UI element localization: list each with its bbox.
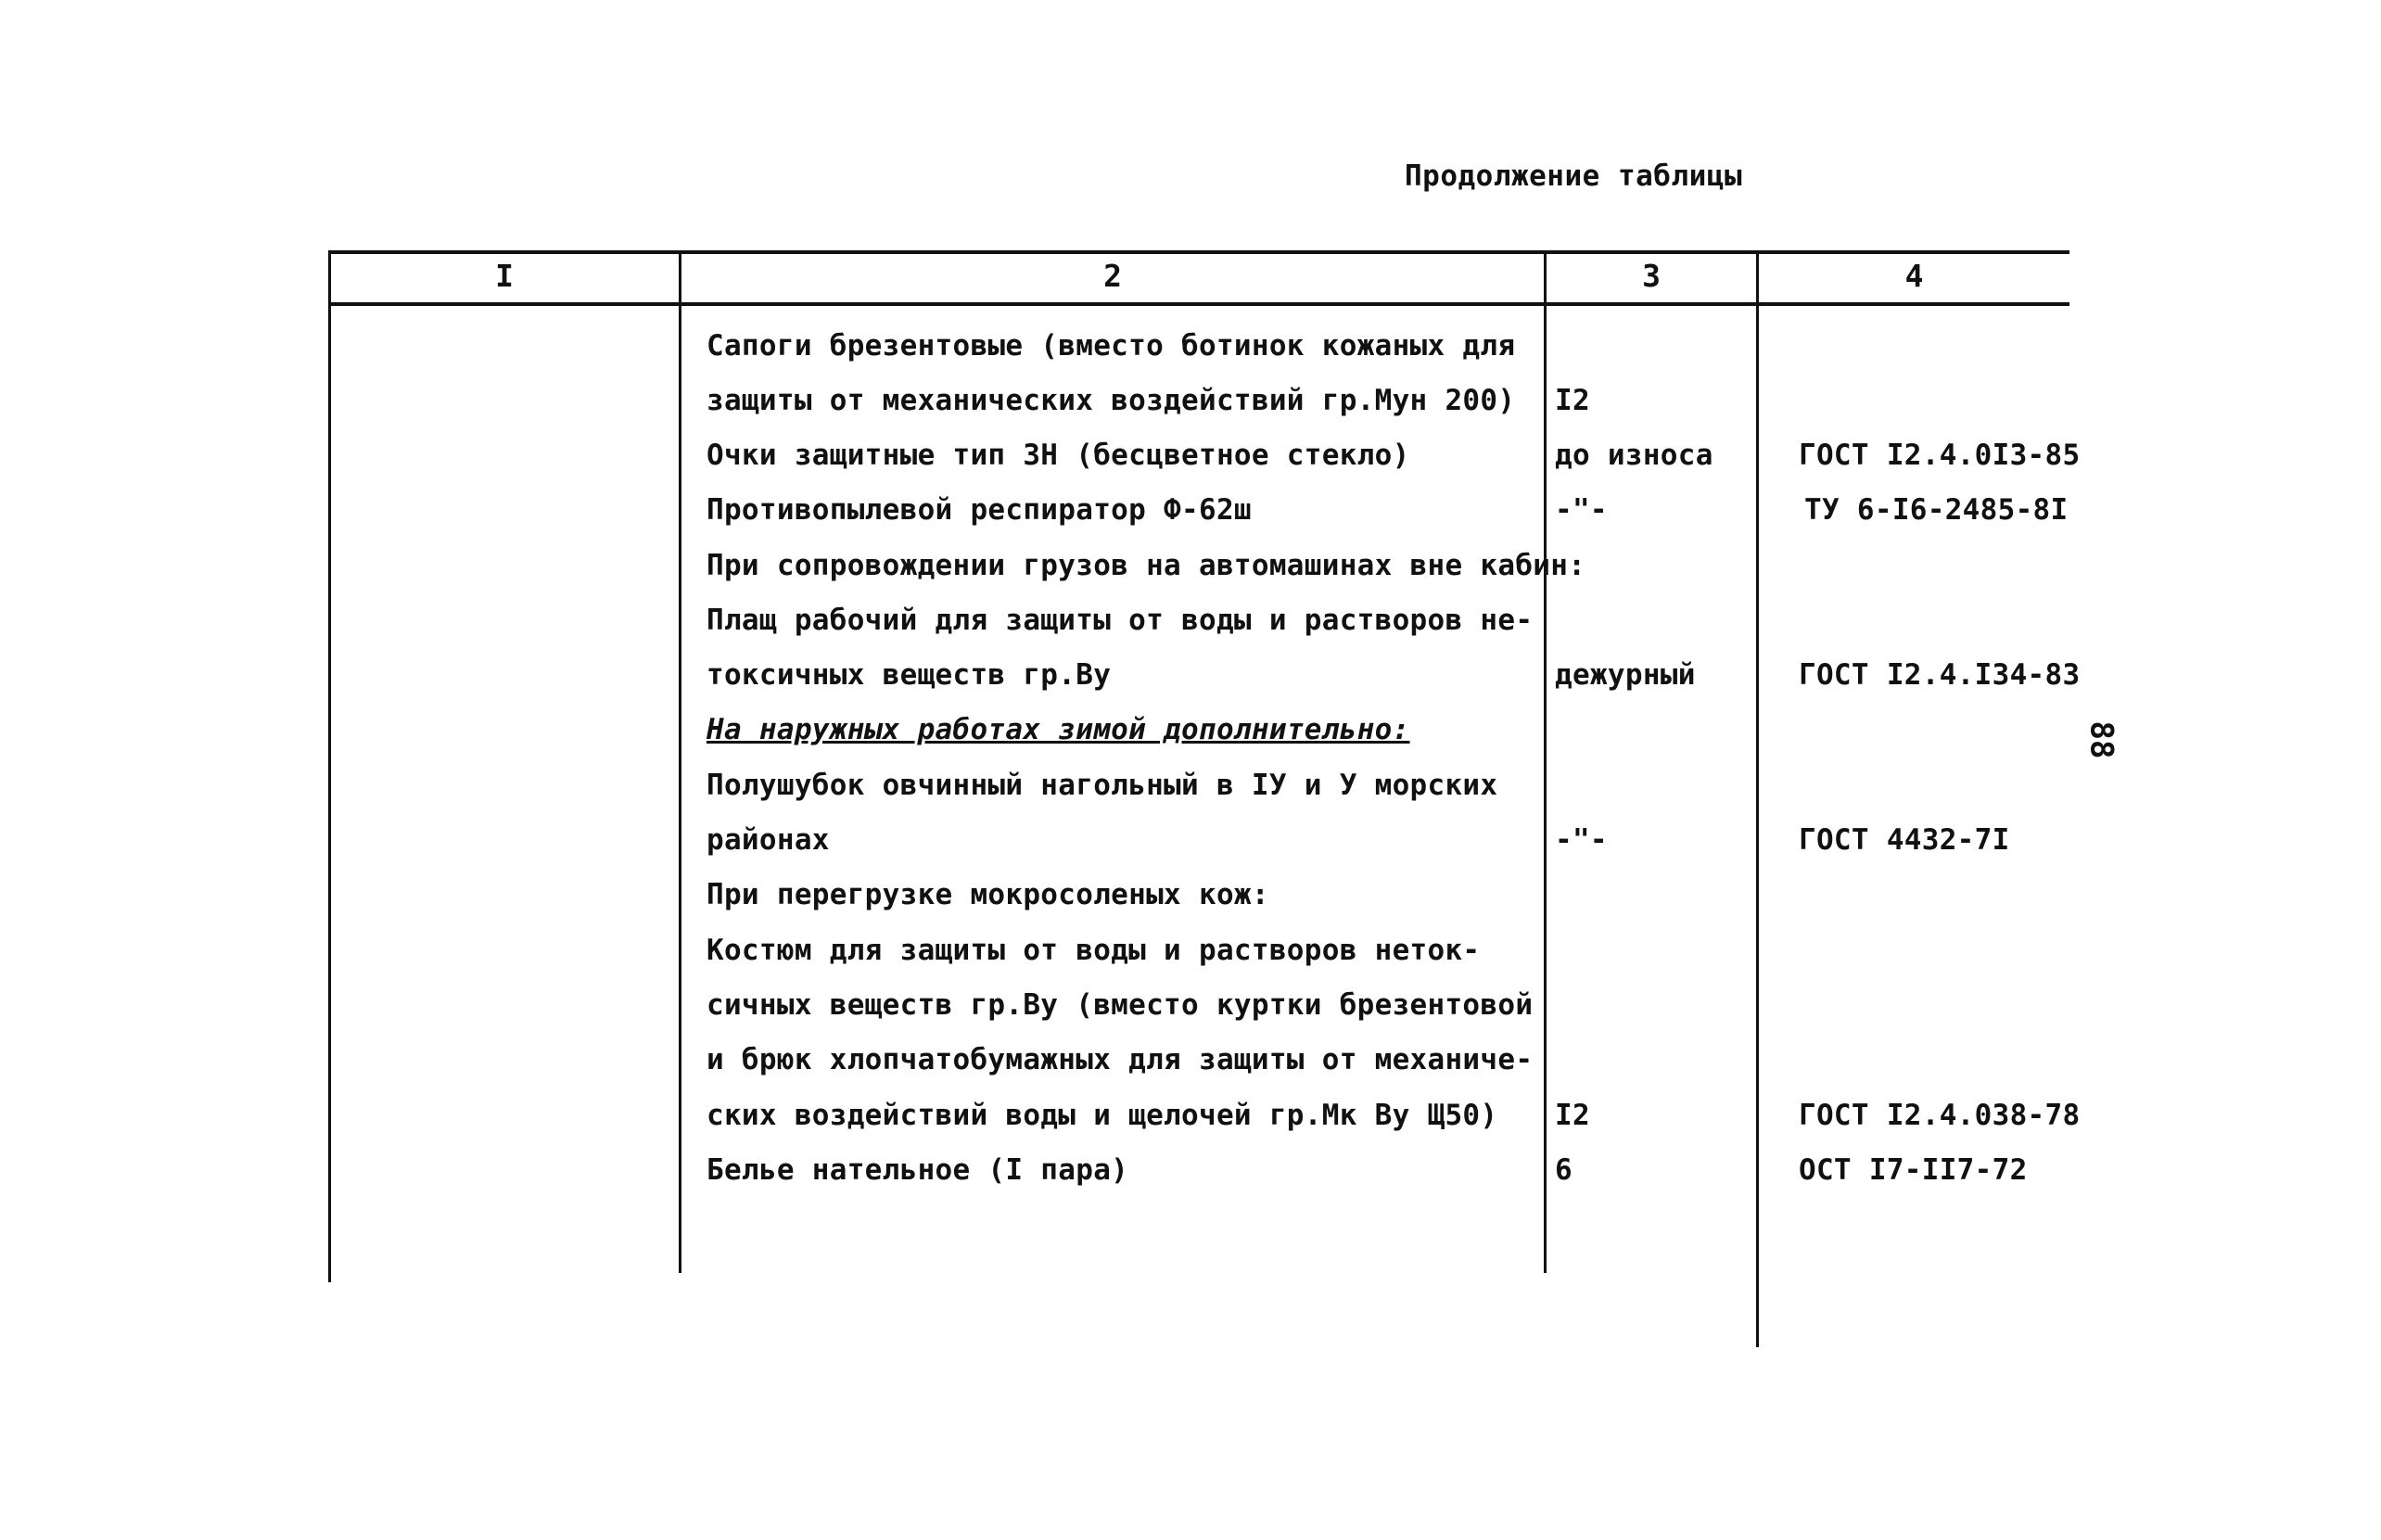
item-line: районах [707, 823, 830, 857]
item-line: и брюк хлопчатобумажных для защиты от механиче- [707, 1043, 1534, 1076]
column-header-4: 4 [1904, 258, 1924, 294]
term-cell: I2 [1555, 1099, 1590, 1132]
section-heading: При перегрузке мокросоленых кож: [707, 878, 1269, 911]
table-header-rule [328, 302, 2069, 306]
column-divider-4 [1756, 250, 1759, 1347]
standard-cell: ГОСТ I2.4.038-78 [1799, 1099, 2081, 1132]
standard-cell: ГОСТ I2.4.I34-83 [1799, 658, 2081, 692]
column-header-3: 3 [1642, 258, 1661, 294]
item-line: Противопылевой респиратор Ф-62ш [707, 493, 1252, 527]
term-cell: -"- [1555, 823, 1608, 857]
standard-cell: ГОСТ 4432-7I [1799, 823, 2010, 857]
column-header-1: I [495, 258, 514, 294]
column-divider-2 [679, 250, 681, 1273]
item-line: защиты от механических воздействий гр.Мун 200) [707, 384, 1516, 417]
section-heading: При сопровождении грузов на автомашинах вне кабин: [707, 549, 1586, 582]
term-cell: -"- [1555, 493, 1608, 527]
item-line: сичных веществ гр.Ву (вместо куртки брезентовой [707, 988, 1534, 1022]
item-line: ских воздействий воды и щелочей гр.Мк Ву Щ50) [707, 1099, 1498, 1132]
item-line: Белье нательное (I пара) [707, 1153, 1129, 1187]
item-line: Плащ рабочий для защиты от воды и растворов не- [707, 604, 1534, 637]
standard-cell: ОСТ I7-II7-72 [1799, 1153, 2028, 1187]
standard-cell: ГОСТ I2.4.0I3-85 [1799, 439, 2081, 472]
table-continuation-caption: Продолжение таблицы [1405, 159, 1743, 193]
term-cell: 6 [1555, 1153, 1572, 1187]
page-number: 88 [2082, 720, 2120, 759]
item-line: Полушубок овчинный нагольный в IУ и У морских [707, 769, 1498, 802]
item-line: Сапоги брезентовые (вместо ботинок кожаных для [707, 329, 1516, 363]
item-line: Костюм для защиты от воды и растворов неток- [707, 934, 1481, 967]
table-top-rule [328, 250, 2069, 254]
column-header-2: 2 [1103, 258, 1122, 294]
item-line: Очки защитные тип ЗН (бесцветное стекло) [707, 439, 1410, 472]
term-cell: I2 [1555, 384, 1590, 417]
section-heading-underlined: На наружных работах зимой дополнительно: [707, 713, 1410, 746]
column-divider-3 [1544, 250, 1547, 1273]
standard-cell: ТУ 6-I6-2485-8I [1804, 493, 2069, 527]
term-cell: до износа [1555, 439, 1713, 472]
column-divider-1 [328, 250, 331, 1282]
item-line: токсичных веществ гр.Ву [707, 658, 1112, 692]
term-cell: дежурный [1555, 658, 1696, 692]
